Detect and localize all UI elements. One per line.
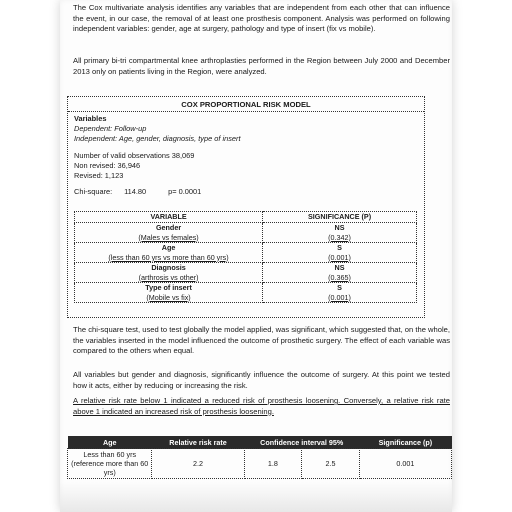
relative-risk-table — [67, 436, 452, 479]
table-row — [75, 263, 417, 283]
significance-value: NS — [334, 263, 345, 272]
significance-value: S — [337, 283, 342, 292]
significance-table — [74, 211, 417, 303]
significance-p: (0.001) — [328, 292, 351, 302]
significance-cell: 0.001 — [359, 449, 451, 479]
chi-square-value: 114.80 — [124, 187, 147, 197]
confidence-interval-header: Confidence interval 95% — [244, 436, 359, 449]
ci-low-cell: 1.8 — [244, 449, 302, 479]
variable-name: Type of insert — [145, 283, 192, 292]
relative-risk-paragraph: A relative risk rate below 1 indicated a reduced risk of prosthesis loosening. Conversely, a relative risk rate above 1 indicated an increased risk of prosthesis loosening. — [73, 396, 450, 416]
age-header: Age — [68, 436, 152, 449]
intro-paragraph: The Cox multivariate analysis identifies any variables that are independent from each other that can influence the event, in our case, the removal of at least one prosthesis component. Analysis was performed on following independent variables: gender, age at surgery, pathology and type of insert (fix vs mobile). — [73, 3, 450, 34]
table-row — [68, 449, 452, 479]
variable-name: Age — [161, 243, 176, 252]
significance-header: SIGNIFICANCE (P) — [263, 212, 417, 223]
table-row — [75, 243, 417, 263]
variable-name: Gender — [155, 223, 182, 232]
revised-count: Revised: 1,123 — [74, 171, 124, 181]
variable-description: (Mobile vs fix) — [146, 292, 191, 302]
relative-risk-cell: 2.2 — [152, 449, 244, 479]
significance-value: NS — [334, 223, 345, 232]
table-row — [75, 283, 417, 303]
torn-page-edge — [60, 482, 452, 512]
cox-model-box — [67, 96, 425, 318]
variable-header: VARIABLE — [75, 212, 263, 223]
variables-heading: Variables — [74, 114, 107, 123]
significance-p: (0.001) — [328, 252, 351, 262]
variable-name: Diagnosis — [151, 263, 186, 272]
variable-description: (arthrosis vs other) — [138, 272, 199, 282]
significance-p: (0.365) — [328, 272, 351, 282]
age-cell: Less than 60 yrs (reference more than 60 yrs) — [68, 449, 152, 479]
chi-square-p-value: p= 0.0001 — [168, 187, 202, 197]
chi-square-paragraph: The chi-square test, used to test globally the model applied, was significant, which suggested that, on the whole, the variables inserted in the model influenced the outcome of prosthetic surgery. The effect of each variable was compared to the others when equal. — [73, 325, 450, 356]
ci-high-cell: 2.5 — [302, 449, 360, 479]
cox-model-title: COX PROPORTIONAL RISK MODEL — [68, 97, 424, 112]
chi-square-label: Chi-square: — [74, 187, 113, 197]
variable-description: (Males vs females) — [138, 232, 199, 242]
significance-p-header: Significance (p) — [359, 436, 451, 449]
relative-risk-header: Relative risk rate — [152, 436, 244, 449]
significance-value: S — [337, 243, 342, 252]
chi-square-row — [74, 187, 418, 197]
dependent-variable: Dependent: Follow-up — [74, 124, 147, 134]
population-paragraph: All primary bi-tri compartmental knee arthroplasties performed in the Region between July 2000 and December 2013 only on patients living in the Region, were analyzed. — [73, 56, 450, 76]
variable-description: (less than 60 yrs vs more than 60 yrs) — [108, 252, 229, 262]
table-row — [75, 223, 417, 243]
valid-observations: Number of valid observations 38,069 — [74, 150, 195, 160]
significance-p: (0.342) — [328, 232, 351, 242]
independent-variables: Independent: Age, gender, diagnosis, type of insert — [74, 134, 241, 144]
influence-paragraph: All variables but gender and diagnosis, significantly influence the outcome of surgery. At this point we tested how it acts, either by reducing or increasing the risk. — [73, 370, 450, 390]
cox-model-body — [68, 112, 424, 199]
non-revised-count: Non revised: 36,946 — [74, 160, 141, 170]
